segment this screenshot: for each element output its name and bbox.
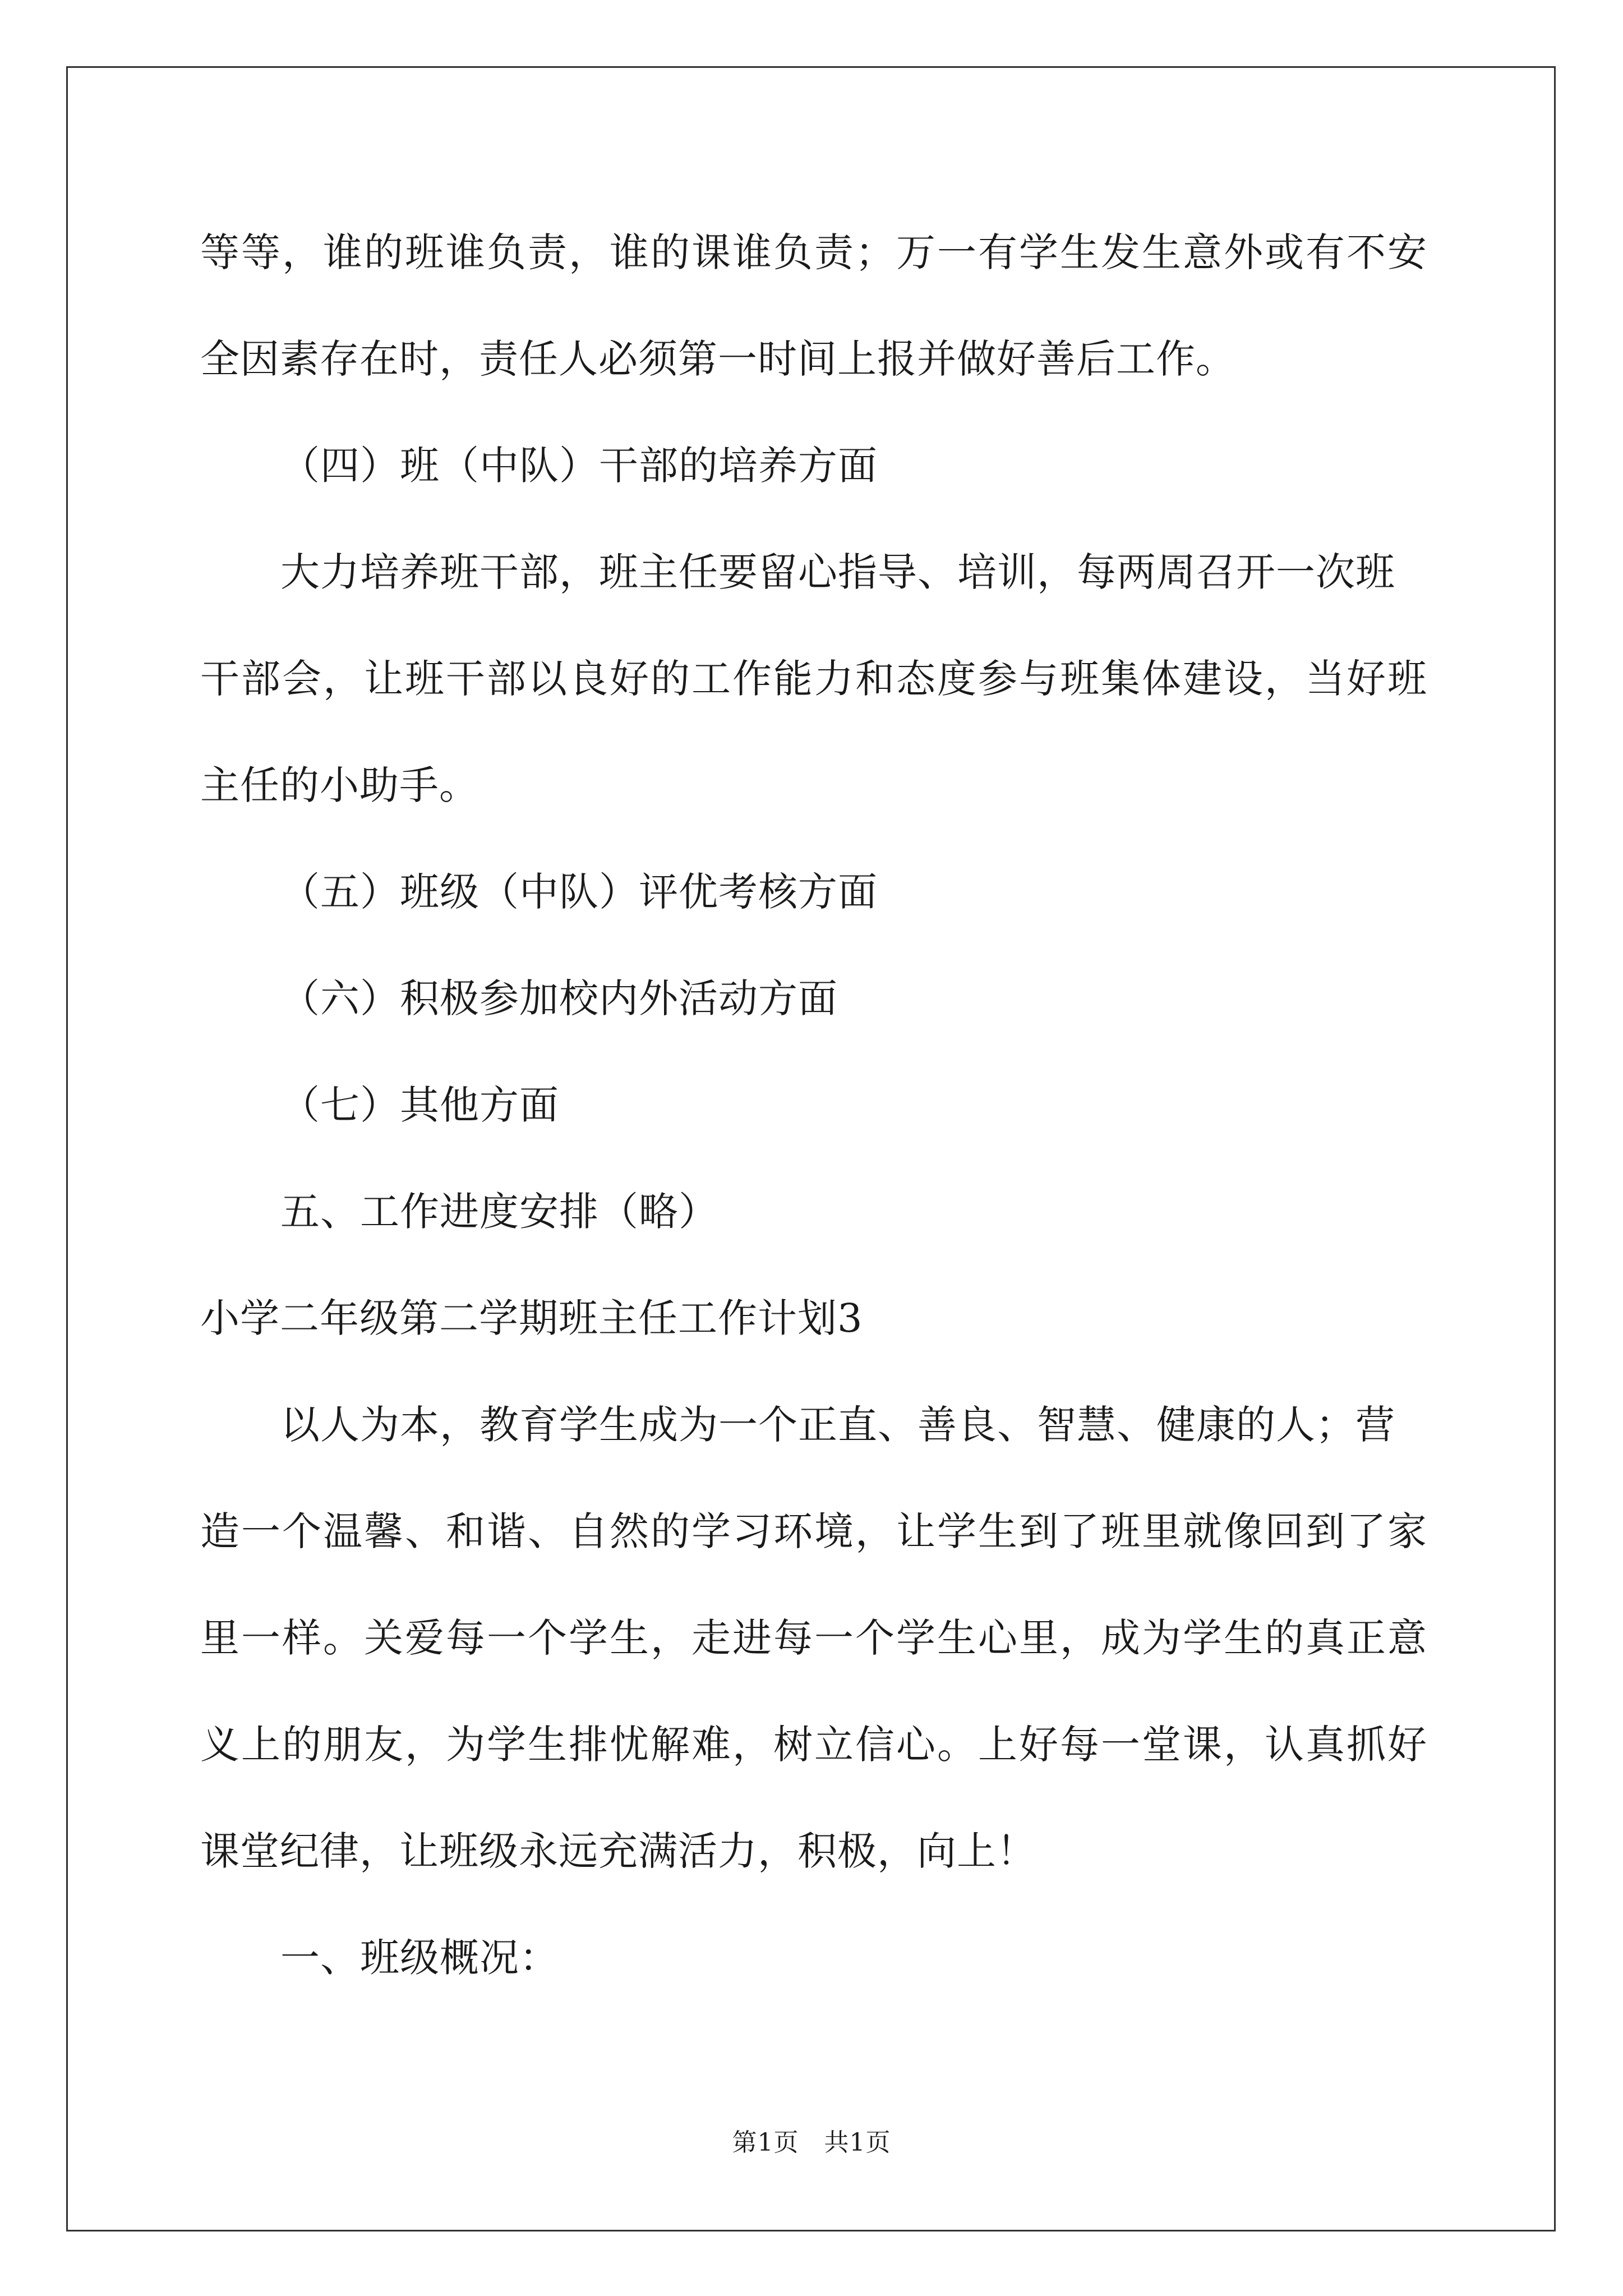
section-heading: （五）班级（中队）评优考核方面 xyxy=(280,869,878,915)
page-footer: 第1页 共1页 xyxy=(732,2128,891,2157)
paragraph-line: 里一样。关爱每一个学生，走进每一个学生心里，成为学生的真正意 xyxy=(200,1615,1427,1661)
section-heading: 一、班级概况： xyxy=(280,1935,559,1981)
paragraph-line: 以人为本，教育学生成为一个正直、善良、智慧、健康的人；营 xyxy=(280,1402,1395,1448)
section-heading: 五、工作进度安排（略） xyxy=(280,1189,718,1235)
page-border xyxy=(66,66,1556,2231)
paragraph-line: 义上的朋友，为学生排忧解难，树立信心。上好每一堂课，认真抓好 xyxy=(200,1722,1427,1768)
document-title: 小学二年级第二学期班主任工作计划3 xyxy=(200,1295,863,1341)
paragraph-line: 干部会，让班干部以良好的工作能力和态度参与班集体建设，当好班 xyxy=(200,656,1427,702)
section-heading: （六）积极参加校内外活动方面 xyxy=(280,976,838,1022)
paragraph-line: 课堂纪律，让班级永远充满活力，积极，向上！ xyxy=(200,1828,1036,1874)
section-heading: （七）其他方面 xyxy=(280,1082,559,1128)
section-heading: （四）班（中队）干部的培养方面 xyxy=(280,443,878,489)
paragraph-line: 全因素存在时，责任人必须第一时间上报并做好善后工作。 xyxy=(200,336,1235,382)
paragraph-line: 等等，谁的班谁负责，谁的课谁负责；万一有学生发生意外或有不安 xyxy=(200,229,1427,275)
paragraph-line: 主任的小助手。 xyxy=(200,762,479,808)
paragraph-line: 造一个温馨、和谐、自然的学习环境，让学生到了班里就像回到了家 xyxy=(200,1508,1427,1554)
paragraph-line: 大力培养班干部，班主任要留心指导、培训，每两周召开一次班 xyxy=(280,549,1395,595)
